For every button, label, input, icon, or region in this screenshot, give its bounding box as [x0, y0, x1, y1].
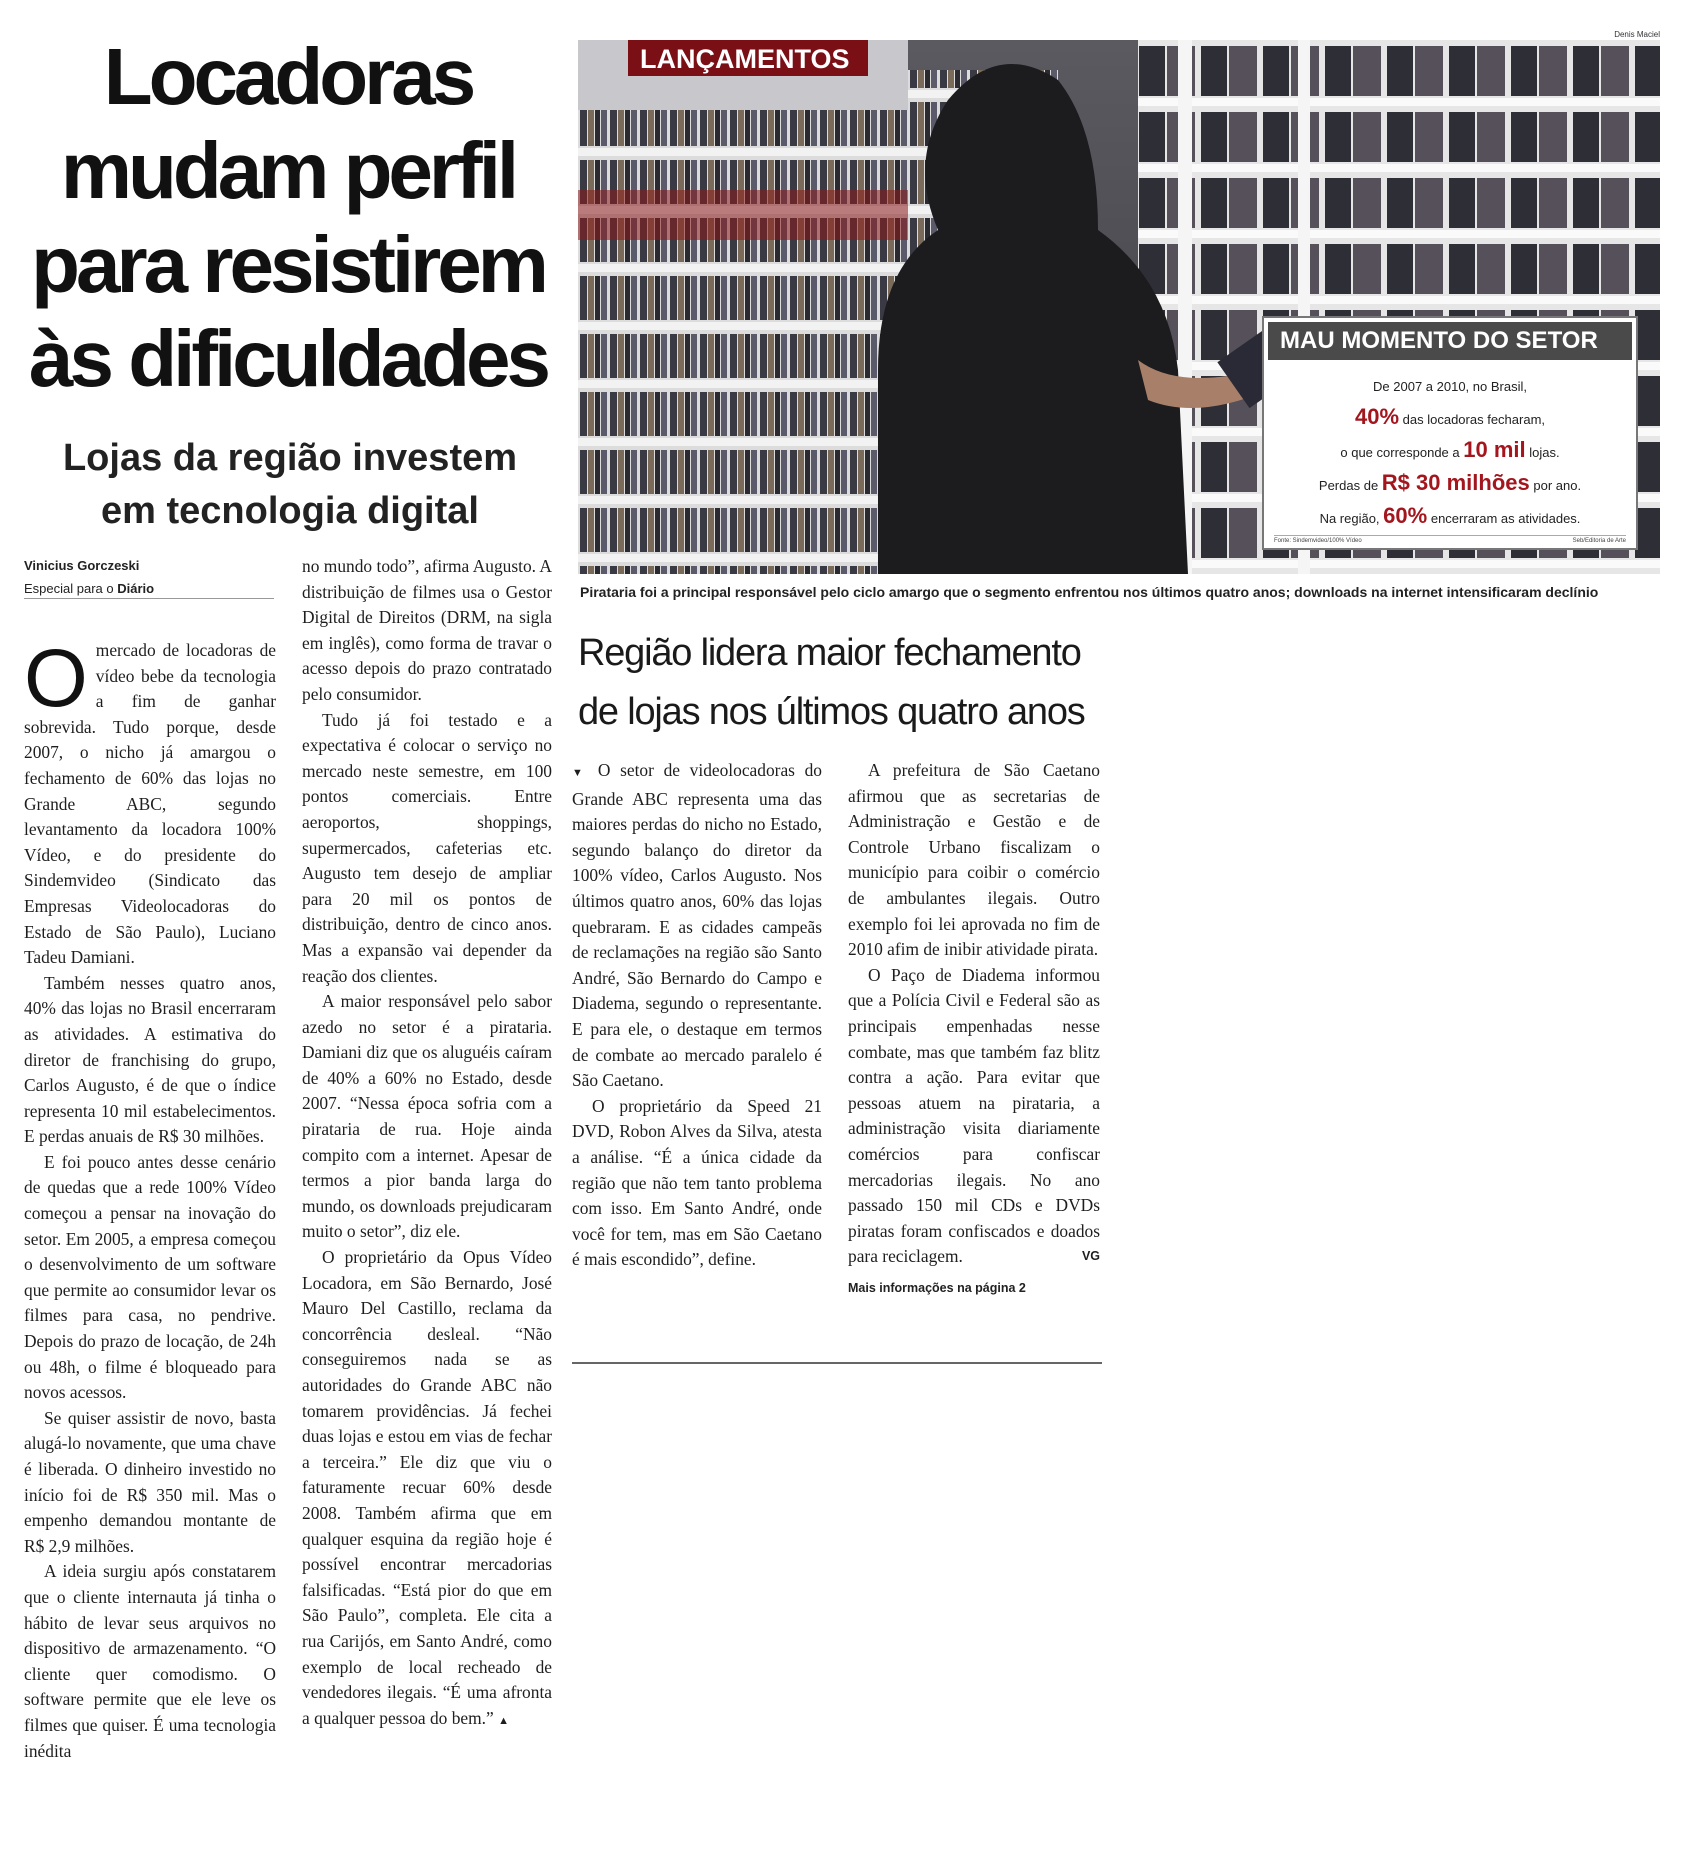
main-article-paragraph-4: Se quiser assistir de novo, basta alugá-lo novamente, que uma chave é liberada. O dinheiro investido no início foi de R$ 350 mil. Mas o empenho demandou montante de R$ 2,9 milhões. — [24, 1407, 276, 1556]
subheadline-line: Lojas da região investem — [62, 437, 518, 479]
main-article-paragraph-2: Também nesses quatro anos, 40% das lojas no Brasil encerraram as atividades. A estimativa do diretor de franchising do grupo, Carlos Augusto, é de que o índice representa 10 mil estabelecimentos. E perdas anuais de R$ 30 milhões. — [24, 972, 276, 1147]
byline-organization — [24, 581, 154, 596]
more-info-reference: Mais informações na página 2 — [848, 1280, 1026, 1295]
sidebar-paragraph-1 — [572, 758, 822, 1094]
headline — [18, 30, 558, 406]
lead-mark-icon: ▼ — [572, 767, 589, 779]
headline-line: mudam perfil — [60, 126, 516, 215]
infobox-source — [1274, 535, 1626, 544]
main-article-paragraph-8-text: O proprietário da Opus Vídeo Locadora, em São Bernardo, José Mauro Del Castillo, reclama da concorrência desleal. “Não conseguiremos nada se as autoridades do Grande ABC não tomarem providências. Já fechei duas lojas e estou em vias de fechar a terceira.” Ele diz que viu o faturamente recuar 60% desde 2008. Também afirma que em qualquer esquina da região hoje é possível encontrar mercadorias falsificadas. “Está pior do que em São Paulo”, completa. Ele cita a rua Carijós, em Santo André, como exemplo de local recheado de vendedores ilegais. “É uma afronta a qualquer pessoa do bem.” — [302, 1247, 552, 1728]
sidebar-article-column-1 — [572, 758, 822, 1273]
infobox-stat-1: 40% — [1354, 404, 1400, 429]
infobox-line-4 — [1264, 468, 1636, 501]
subheadline-line: em tecnologia digital — [101, 490, 479, 532]
infobox-line-5 — [1264, 501, 1636, 534]
byline-special-prefix: Especial para o — [24, 581, 114, 596]
store-sign: LANÇAMENTOS — [640, 44, 850, 74]
infobox-lines — [1264, 372, 1636, 534]
main-article-paragraph-1-text: mercado de locadoras de vídeo bebe da tecnologia a fim de ganhar sobrevida. Tudo porque, desde 2007, o nicho já amargou o fechamento de 60% das lojas no Grande ABC, segundo levantamento da locadora 100% Vídeo, e do presidente do Sindemvideo (Sindicato das Empresas Videolocadoras do Estado de São Paulo), Luciano Tadeu Damiani. — [24, 640, 276, 968]
subheadline — [40, 432, 540, 538]
sidebar-article-title — [578, 624, 1138, 742]
sidebar-title-line: de lojas nos últimos quatro anos — [578, 691, 1085, 733]
infobox-stat-2: 10 mil — [1463, 437, 1526, 462]
byline-author: Vinicius Gorczeski — [24, 558, 140, 573]
infobox-line-2 — [1264, 402, 1636, 435]
sidebar-paragraph-1-text: O setor de videolocadoras do Grande ABC representa uma das maiores perdas do nicho no Estado, segundo balanço do diretor da 100% vídeo, Carlos Augusto. Nos últimos quatro anos, 60% das lojas quebraram. E as cidades campeãs de reclamações na região são Santo André, São Bernardo do Campo e Diadema, segundo o representante. E para ele, o destaque em termos de combate ao mercado paralelo é São Caetano. — [572, 760, 822, 1091]
stats-infobox — [1262, 316, 1638, 550]
photo-caption: Pirataria foi a principal responsável pelo ciclo amargo que o segmento enfrentou nos últimos quatro anos; downloads na internet intensificaram declínio — [580, 584, 1599, 600]
main-article-paragraph-6: Tudo já foi testado e a expectativa é colocar o serviço no mercado neste semestre, em 100 pontos comerciais. Entre aeroportos, shoppings, supermercados, cafeterias etc. Augusto tem desejo de ampliar para 20 mil os pontos de distribuição, dentro de cinco anos. Mas a expansão vai depender da reação dos clientes. — [302, 709, 552, 986]
main-article-paragraph-3: E foi pouco antes desse cenário de quedas que a rede 100% Vídeo começou a pensar na inovação do setor. Em 2005, a empresa começou o desenvolvimento de um software que permite ao consumidor levar os filmes para casa, no pendrive. Depois do prazo de locação, de 24h ou 48h, o filme é bloqueado para novos acessos. — [24, 1151, 276, 1403]
dropcap: O — [24, 633, 88, 724]
byline-newspaper: Diário — [117, 581, 155, 596]
infobox-line-5-post: encerraram as atividades. — [1430, 511, 1581, 526]
infobox-title: MAU MOMENTO DO SETOR — [1268, 322, 1632, 360]
infobox-line-4-pre: Perdas de — [1318, 478, 1379, 493]
sidebar-bottom-rule — [572, 1362, 1102, 1364]
sidebar-paragraph-2: O proprietário da Speed 21 DVD, Robon Alves da Silva, atesta a análise. “É a única cidade da região que não tem tanto problema com isso. Em Santo André, onde você for tem, mas em São Caetano é mais escondido”, define. — [572, 1095, 822, 1270]
main-article-paragraph-5-continued: no mundo todo”, afirma Augusto. A distribuição de filmes usa o Gestor Digital de Direitos (DRM, na sigla em inglês), como forma de travar o acesso depois do prazo contratado pelo consumidor. — [302, 556, 552, 704]
main-article-column-2 — [302, 554, 552, 1734]
sidebar-title-line: Região lidera maior fechamento — [578, 632, 1081, 674]
infobox-stat-3: R$ 30 milhões — [1381, 470, 1530, 495]
infobox-line-5-pre: Na região, — [1319, 511, 1380, 526]
photo-credit: Denis Maciel — [1614, 30, 1660, 39]
main-article-paragraph-8 — [302, 1245, 552, 1734]
byline — [24, 558, 274, 599]
infobox-line-3-pre: o que corresponde a — [1340, 445, 1460, 460]
headline-line: às dificuldades — [29, 314, 547, 403]
main-article-paragraph-5: A ideia surgiu após constatarem que o cliente internauta já tinha o hábito de levar seus arquivos no dispositivo de armazenamento. “O cliente quer comodismo. O software permite que ele leve os filmes que quiser. É uma tecnologia inédita — [24, 1561, 276, 1761]
author-signature: VG — [1081, 1249, 1100, 1264]
sidebar-paragraph-3: A prefeitura de São Caetano afirmou que as secretarias de Administração e Gestão e de Controle Urbano fiscalizam o município para coibir o comércio de ambulantes ilegais. Outro exemplo foi lei aprovada no fim de 2010 afim de inibir atividade pirata. — [848, 760, 1100, 960]
main-article-column-1 — [24, 633, 276, 1764]
infobox-line-3 — [1264, 435, 1636, 468]
main-article-paragraph-1 — [24, 633, 276, 971]
infobox-art-credit: Seb/Editoria de Arte — [1572, 538, 1626, 544]
sidebar-paragraph-4 — [848, 963, 1100, 1270]
infobox-source-text: Fonte: Sindemvideo/100% Vídeo — [1274, 538, 1362, 544]
infobox-line-3-post: lojas. — [1529, 445, 1560, 460]
main-article-paragraph-7: A maior responsável pelo sabor azedo no setor é a pirataria. Damiani diz que os aluguéis caíram de 40% a 60% no Estado, desde 2007. “Nessa época sofria com a pirataria de rua. Hoje ainda compito com a internet. Apesar de termos a pior banda larga do mundo, os downloads prejudicaram muito o setor”, diz ele. — [302, 991, 552, 1242]
sidebar-paragraph-4-text: O Paço de Diadema informou que a Polícia Civil e Federal são as principais empenhadas nesse combate, mas que também faz blitz contra a ação. Para evitar que pessoas atuem na pirataria, a administração visita diariamente comércios para confiscar mercadorias ilegais. No ano passado 150 mil CDs e DVDs piratas foram confiscados e doados para reciclagem. — [848, 964, 1100, 1267]
infobox-line-2-text: das locadoras fecharam, — [1402, 412, 1546, 427]
headline-line: para resistirem — [31, 220, 545, 309]
infobox-line-1: De 2007 a 2010, no Brasil, — [1373, 379, 1527, 394]
infobox-stat-4: 60% — [1383, 503, 1428, 528]
end-mark-icon: ▲ — [498, 1714, 509, 1727]
headline-line: Locadoras — [103, 32, 473, 121]
infobox-line-4-post: por ano. — [1533, 478, 1582, 493]
sidebar-article-column-2 — [848, 758, 1100, 1301]
